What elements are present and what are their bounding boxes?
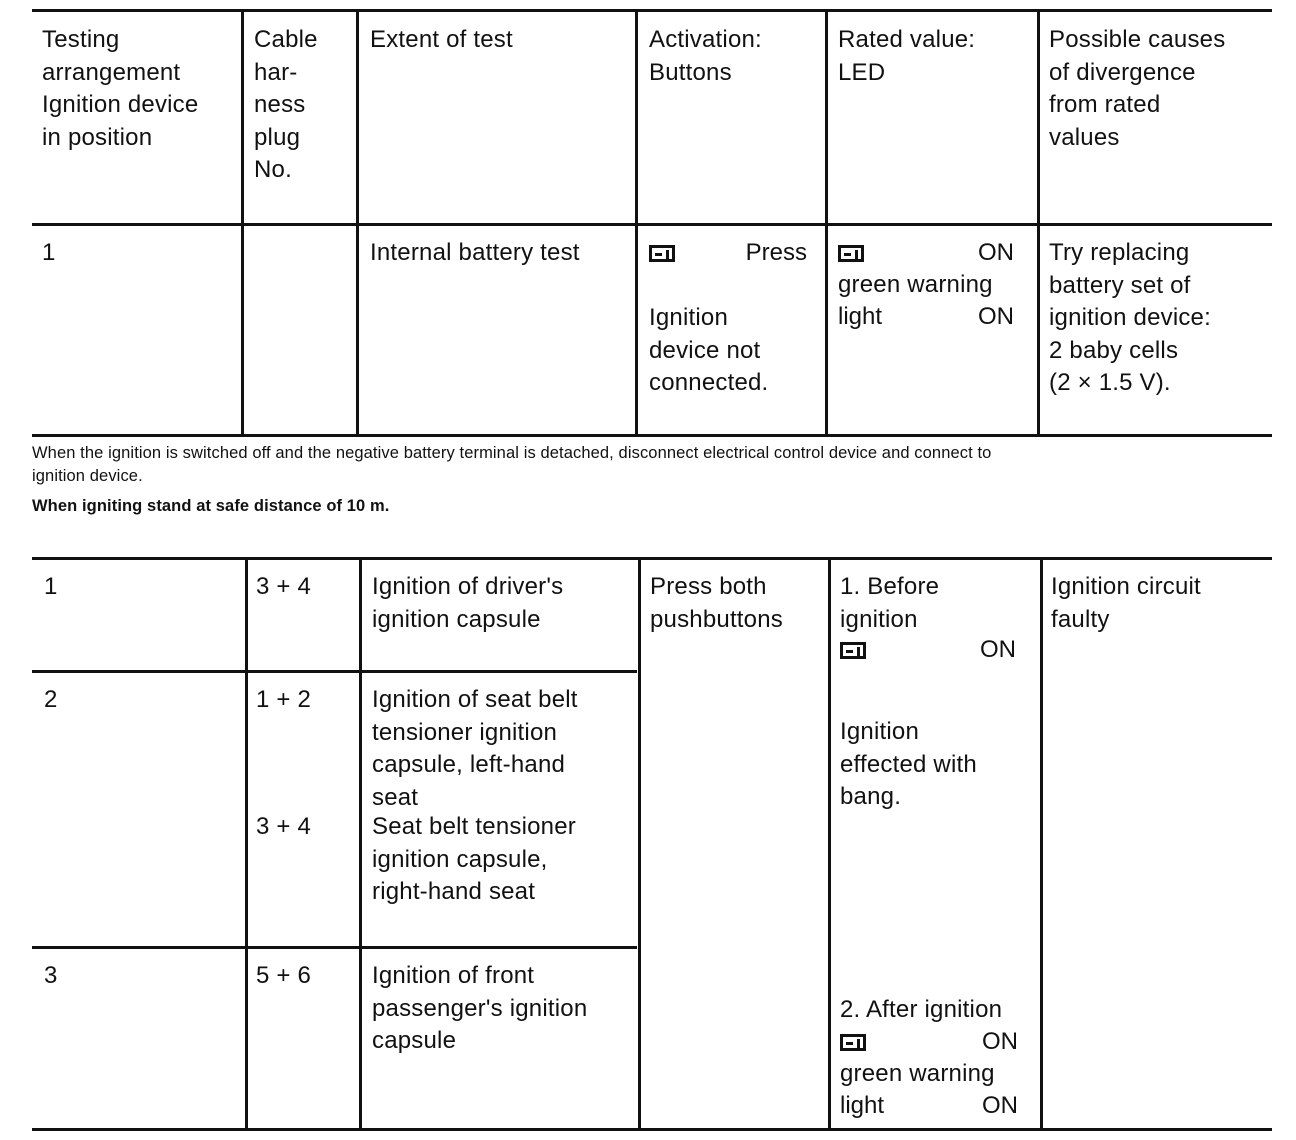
rated-green-warning: green warning: [838, 271, 993, 298]
rated-after-light-line: [840, 1090, 1018, 1123]
rated-after-on-label: ON: [982, 1028, 1018, 1055]
table-row-extent-secondary: Seat belt tensioner ignition capsule, right-hand seat: [372, 813, 576, 905]
rated-after-ignition: 2. After ignition: [840, 996, 1003, 1023]
table-rule: [32, 223, 1272, 226]
safety-note-line: When the ignition is switched off and the negative battery terminal is detached, disconnect electrical control device and connect to: [32, 444, 992, 462]
table-row-testing: 3: [44, 962, 58, 989]
battery-icon: [840, 642, 866, 659]
column-divider: [828, 557, 831, 1131]
row-rule: [32, 670, 637, 673]
header-activation: Activation: Buttons: [649, 26, 762, 86]
rated-light-on-label: ON: [978, 303, 1014, 330]
rated-after-battery-line: [840, 1026, 1018, 1059]
table-row-cable: 5 + 6: [256, 962, 312, 989]
column-divider: [245, 557, 248, 1131]
table-rule: [32, 434, 1272, 437]
column-divider: [1040, 557, 1043, 1131]
column-divider: [1037, 9, 1040, 437]
rated-after-green-warning: green warning: [840, 1060, 995, 1087]
table-row-testing: 1: [44, 573, 58, 600]
rated-before-ignition: 1. Before ignition: [840, 573, 940, 633]
column-divider: [825, 9, 828, 437]
table-row-cable: 1 + 2: [256, 686, 312, 713]
table-row-extent: Ignition of driver's ignition capsule: [372, 573, 564, 633]
activation-press-line: [649, 237, 807, 270]
table-rule: [32, 557, 1272, 560]
activation-both-pushbuttons: Press both pushbuttons: [650, 573, 783, 633]
rated-battery-line: [838, 237, 1014, 270]
column-divider: [359, 557, 362, 1131]
column-divider: [356, 9, 359, 437]
header-cable-harness-plug: Cable har- ness plug No.: [254, 26, 318, 183]
activation-press-label: Press: [745, 239, 807, 266]
rated-ignition-effected: Ignition effected with bang.: [840, 718, 977, 810]
rated-on-label: ON: [978, 239, 1014, 266]
table-row-testing: 2: [44, 686, 58, 713]
table-row-extent: Ignition of seat belt tensioner ignition capsule, left-hand seat: [372, 686, 578, 811]
rated-after-light-on-label: ON: [982, 1092, 1018, 1119]
safety-note-line: ignition device.: [32, 467, 143, 485]
possible-causes-ignition: Ignition circuit faulty: [1051, 573, 1201, 633]
header-rated-value: Rated value: LED: [838, 26, 976, 86]
row-rule: [32, 946, 637, 949]
row-extent: Internal battery test: [370, 239, 580, 266]
table-rule: [32, 9, 1272, 12]
rated-before-battery-line: [840, 634, 1016, 667]
battery-icon: [838, 245, 864, 262]
row-possible-causes: Try replacing battery set of ignition device: 2 baby cells (2 × 1.5 V).: [1049, 239, 1211, 396]
rated-before-on-label: ON: [980, 636, 1016, 663]
table-row-extent: Ignition of front passenger's ignition capsule: [372, 962, 588, 1054]
battery-icon: [840, 1034, 866, 1051]
rated-light-line: [838, 301, 1014, 334]
column-divider: [638, 557, 641, 1131]
row-testing-number: 1: [42, 239, 56, 266]
battery-icon: [649, 245, 675, 262]
table-rule: [32, 1128, 1272, 1131]
activation-note: Ignition device not connected.: [649, 304, 769, 396]
header-possible-causes: Possible causes of divergence from rated values: [1049, 26, 1226, 151]
header-extent-of-test: Extent of test: [370, 26, 513, 53]
header-testing-arrangement: Testing arrangement Ignition device in position: [42, 26, 199, 151]
safety-note-bold: When igniting stand at safe distance of 10 m.: [32, 497, 390, 515]
rated-after-light-label: light: [840, 1092, 885, 1119]
column-divider: [241, 9, 244, 437]
table-row-cable: 3 + 4: [256, 573, 312, 600]
table-row-cable-secondary: 3 + 4: [256, 813, 312, 840]
column-divider: [635, 9, 638, 437]
rated-light-label: light: [838, 303, 883, 330]
